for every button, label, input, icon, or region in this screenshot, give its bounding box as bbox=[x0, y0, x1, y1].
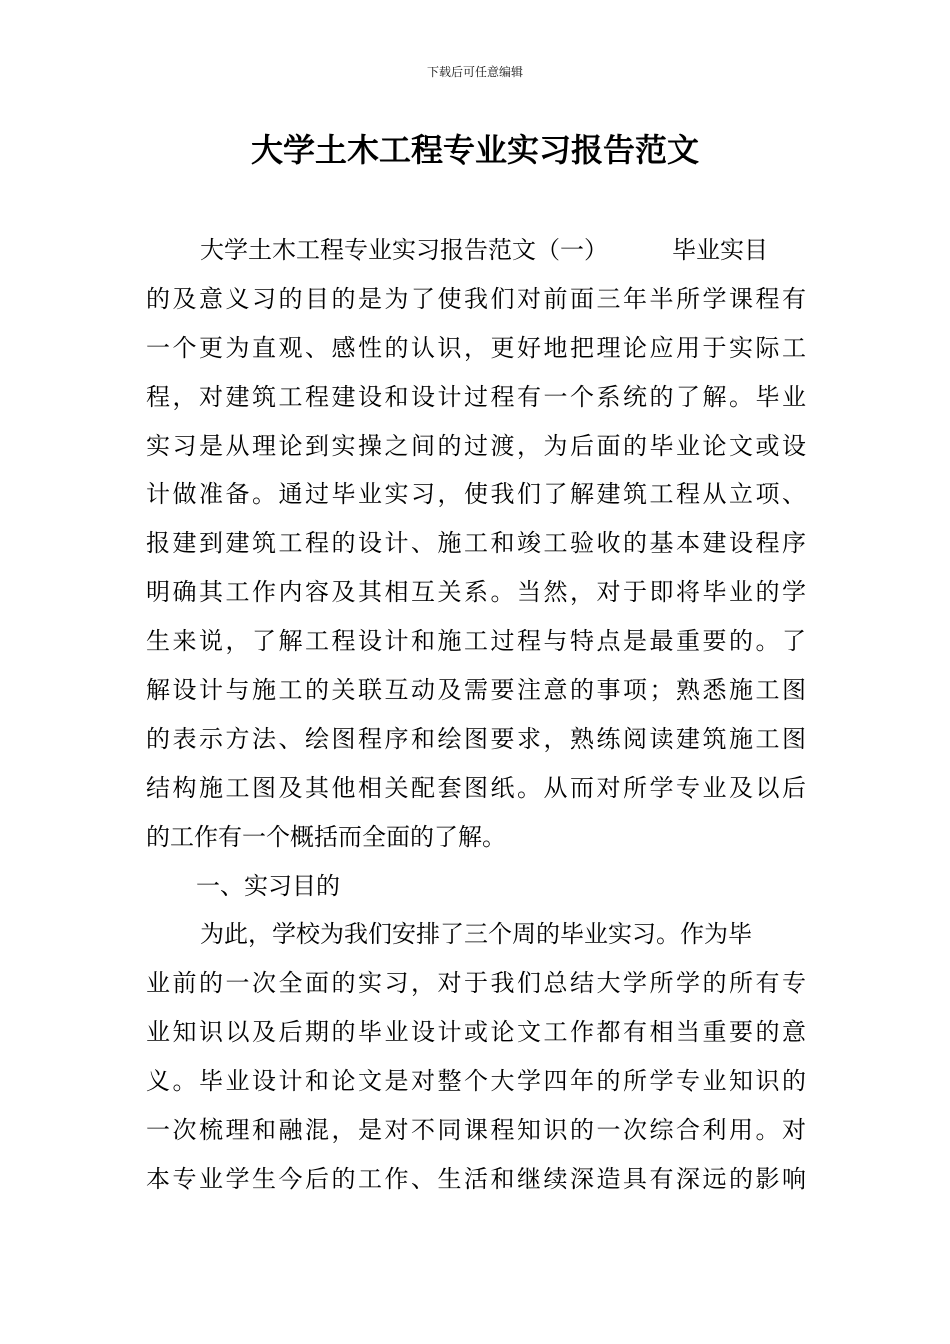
body-line: 明确其工作内容及其相互关系。当然，对于即将毕业的学 bbox=[146, 578, 806, 607]
body-line: 业前的一次全面的实习，对于我们总结大学所学的所有专 bbox=[146, 969, 806, 998]
body-line: 结构施工图及其他相关配套图纸。从而对所学专业及以后 bbox=[146, 773, 806, 802]
body-line: 业知识以及后期的毕业设计或论文工作都有相当重要的意 bbox=[146, 1018, 806, 1047]
section-heading: 一、实习目的 bbox=[196, 871, 340, 900]
body-line: 报建到建筑工程的设计、施工和竣工验收的基本建设程序 bbox=[146, 529, 806, 558]
body-line: 生来说，了解工程设计和施工过程与特点是最重要的。了 bbox=[146, 627, 806, 656]
body-line-text: 大学土木工程专业实习报告范文（一） bbox=[200, 236, 608, 264]
body-line bbox=[146, 226, 806, 275]
body-line: 实习是从理论到实操之间的过渡，为后面的毕业论文或设 bbox=[146, 431, 806, 460]
document-body bbox=[146, 226, 806, 1204]
body-line: 义。毕业设计和论文是对整个大学四年的所学专业知识的 bbox=[146, 1067, 806, 1096]
body-line: 为此，学校为我们安排了三个周的毕业实习。作为毕 bbox=[200, 920, 752, 949]
document-title: 大学土木工程专业实习报告范文 bbox=[250, 131, 699, 169]
body-line: 的表示方法、绘图程序和绘图要求，熟练阅读建筑施工图 bbox=[146, 724, 806, 753]
body-line: 解设计与施工的关联互动及需要注意的事项；熟悉施工图 bbox=[146, 676, 806, 705]
body-line: 本专业学生今后的工作、生活和继续深造具有深远的影响 bbox=[146, 1164, 806, 1193]
body-line: 一次梳理和融混，是对不同课程知识的一次综合利用。对 bbox=[146, 1116, 806, 1145]
body-line: 的工作有一个概括而全面的了解。 bbox=[146, 822, 506, 851]
body-line: 一个更为直观、感性的认识，更好地把理论应用于实际工 bbox=[146, 333, 806, 362]
body-line: 程，对建筑工程建设和设计过程有一个系统的了解。毕业 bbox=[146, 382, 806, 411]
body-line: 的及意义习的目的是为了使我们对前面三年半所学课程有 bbox=[146, 284, 806, 313]
header-note: 下载后可任意编辑 bbox=[426, 65, 523, 79]
body-line-text: 毕业实目 bbox=[672, 236, 768, 264]
body-line: 计做准备。通过毕业实习，使我们了解建筑工程从立项、 bbox=[146, 480, 806, 509]
